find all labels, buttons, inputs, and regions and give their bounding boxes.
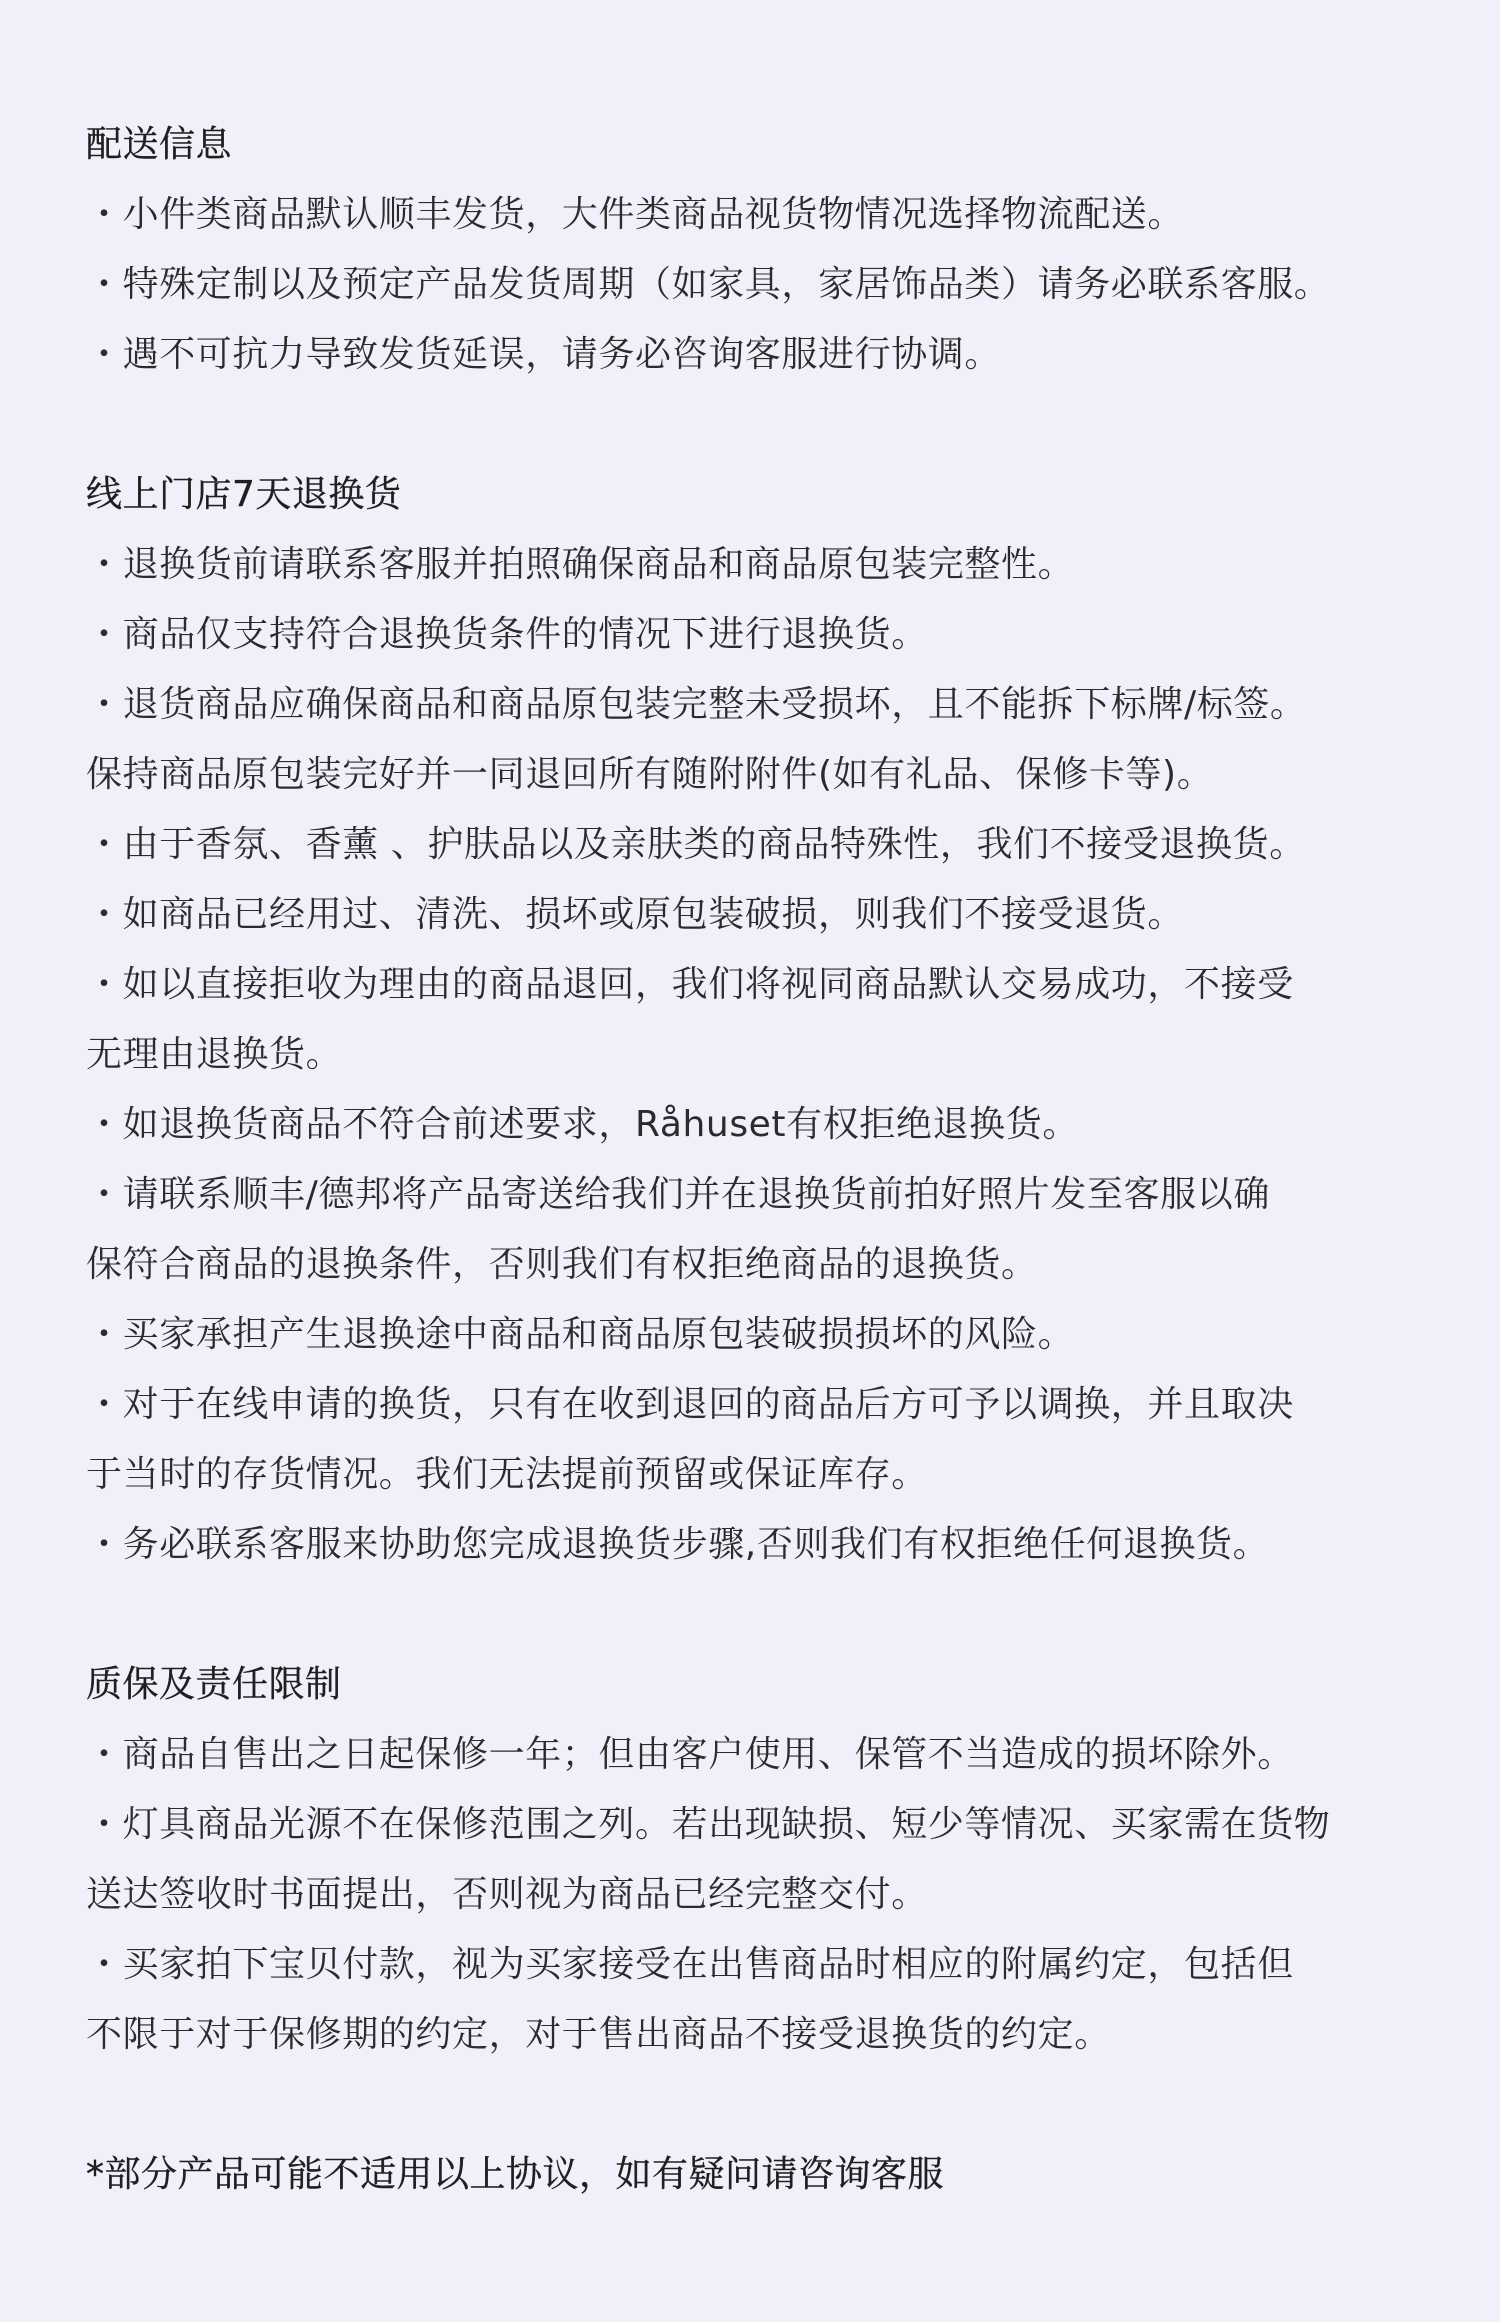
returns-line-6: ・如商品已经用过、清洗、损坏或原包装破损，则我们不接受退货。 (86, 894, 1185, 935)
section-title-delivery: 配送信息 (86, 124, 233, 165)
delivery-line-1: ・小件类商品默认顺丰发货，大件类商品视货物情况选择物流配送。 (86, 194, 1185, 235)
returns-line-10: ・请联系顺丰/德邦将产品寄送给我们并在退换货前拍好照片发至客服以确 (86, 1174, 1270, 1215)
section-title-returns: 线上门店7天退换货 (86, 474, 402, 515)
warranty-line-3: 送达签收时书面提出，否则视为商品已经完整交付。 (86, 1874, 928, 1915)
footnote: *部分产品可能不适用以上协议，如有疑问请咨询客服 (86, 2154, 945, 2195)
returns-line-14: 于当时的存货情况。我们无法提前预留或保证库存。 (86, 1454, 928, 1495)
warranty-line-1: ・商品自售出之日起保修一年；但由客户使用、保管不当造成的损坏除外。 (86, 1734, 1294, 1775)
section-spacer (86, 2070, 1420, 2140)
section-title-warranty: 质保及责任限制 (86, 1664, 342, 1705)
delivery-line-2: ・特殊定制以及预定产品发货周期（如家具，家居饰品类）请务必联系客服。 (86, 264, 1331, 305)
returns-line-9: ・如退换货商品不符合前述要求，Råhuset有权拒绝退换货。 (86, 1104, 1079, 1145)
returns-line-11: 保符合商品的退换条件，否则我们有权拒绝商品的退换货。 (86, 1244, 1038, 1285)
returns-line-3: ・退货商品应确保商品和商品原包装完整未受损坏，且不能拆下标牌/标签。 (86, 684, 1307, 725)
warranty-line-4: ・买家拍下宝贝付款，视为买家接受在出售商品时相应的附属约定，包括但 (86, 1944, 1294, 1985)
returns-line-2: ・商品仅支持符合退换货条件的情况下进行退换货。 (86, 614, 928, 655)
warranty-line-5: 不限于对于保修期的约定，对于售出商品不接受退换货的约定。 (86, 2014, 1111, 2055)
returns-line-15: ・务必联系客服来协助您完成退换货步骤,否则我们有权拒绝任何退换货。 (86, 1524, 1270, 1565)
section-spacer (86, 390, 1420, 460)
returns-line-8: 无理由退换货。 (86, 1034, 343, 1075)
returns-line-13: ・对于在线申请的换货，只有在收到退回的商品后方可予以调换，并且取决 (86, 1384, 1294, 1425)
delivery-line-3: ・遇不可抗力导致发货延误，请务必咨询客服进行协调。 (86, 334, 1002, 375)
returns-line-7: ・如以直接拒收为理由的商品退回，我们将视同商品默认交易成功，不接受 (86, 964, 1294, 1005)
returns-line-5: ・由于香氛、香薰 、护肤品以及亲肤类的商品特殊性，我们不接受退换货。 (86, 824, 1306, 865)
section-spacer (86, 1580, 1420, 1650)
returns-line-1: ・退换货前请联系客服并拍照确保商品和商品原包装完整性。 (86, 544, 1075, 585)
returns-line-12: ・买家承担产生退换途中商品和商品原包装破损损坏的风险。 (86, 1314, 1075, 1355)
warranty-line-2: ・灯具商品光源不在保修范围之列。若出现缺损、短少等情况、买家需在货物 (86, 1804, 1331, 1845)
returns-line-4: 保持商品原包装完好并一同退回所有随附附件(如有礼品、保修卡等)。 (86, 754, 1214, 795)
